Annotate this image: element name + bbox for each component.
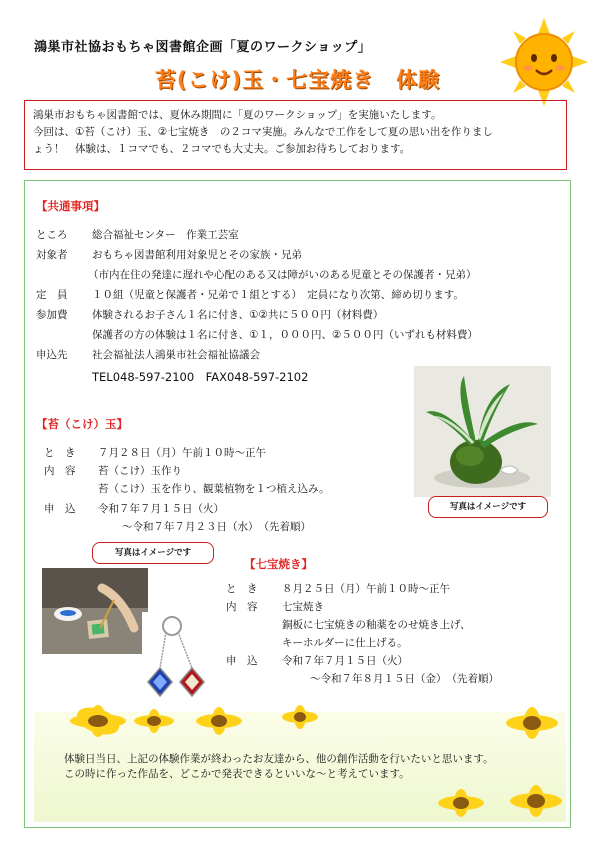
footer-message: [64, 752, 568, 782]
row-value: 令和７年７月１５日（火）: [282, 655, 408, 667]
sunflower-icon: [68, 704, 128, 738]
row-label: 内 容: [44, 465, 76, 477]
sunflower-icon: [194, 706, 244, 736]
row-value: 社会福祉法人鴻巣市社会福祉協議会: [92, 349, 260, 361]
sunflower-icon: [132, 708, 176, 734]
row-value: （市内在住の発達に遅れや心配のある又は障がいのある児童とその保護者・兄弟）: [88, 269, 477, 281]
row-value: ７月２８日（月）午前１０時～正午: [98, 447, 266, 459]
contact-phone-fax: TEL048-597-2100 FAX048-597-2102: [92, 370, 309, 384]
row-label: 内 容: [226, 601, 258, 613]
sunflower-icon: [504, 706, 560, 740]
shippo-info: [226, 582, 556, 692]
row-value: 保護者の方の体験は１名に付き、①１，０００円、②５００円（いずれも材料費）: [92, 329, 478, 341]
row-label: 定 員: [36, 289, 68, 301]
keyholder-photo: [142, 612, 214, 712]
page-title: 苔(こけ)玉・七宝焼き 体験: [154, 68, 441, 92]
photo-caption-kokedama: 写真はイメージです: [428, 496, 548, 518]
intro-line: 今回は、①苔（こけ）玉、②七宝焼き の２コマ実施。みんなで工作をして夏の思い出を作りまし: [33, 126, 493, 138]
organizer-title: 鴻巣市社協おもちゃ図書館企画「夏のワークショップ」: [34, 40, 372, 55]
row-value: ８月２５日（月）午前１０時～正午: [282, 583, 450, 595]
row-label: 申 込: [44, 503, 76, 515]
row-label: 対象者: [36, 249, 68, 261]
row-value: ～令和７年７月２３日（水） （先着順）: [122, 521, 311, 533]
sunflower-icon: [280, 704, 320, 730]
kokedama-photo: [414, 366, 551, 497]
row-label: と き: [226, 583, 258, 595]
footer-line: 体験日当日、上記の体験作業が終わったお友達から、他の創作活動を行いたいと思います。: [64, 753, 494, 765]
row-label: 申 込: [226, 655, 258, 667]
sunflower-icon: [436, 788, 486, 818]
row-value: 令和７年７月１５日（火）: [98, 503, 224, 515]
sunflower-icon: [508, 784, 564, 818]
sun-illustration: [498, 16, 590, 108]
photo-caption-shippo: 写真はイメージです: [92, 542, 214, 564]
common-heading: 【共通事項】: [36, 199, 105, 213]
row-value: 総合福祉センター 作業工芸室: [92, 229, 239, 241]
koke-info: [44, 446, 404, 546]
footer-line: この時に作った作品を、どこかで発表できるといいな～と考えています。: [64, 768, 410, 780]
row-value: 銅板に七宝焼きの釉薬をのせ焼き上げ、: [282, 619, 471, 631]
koke-heading: 【苔（こけ）玉】: [36, 417, 128, 431]
row-value: 体験されるお子さん１名に付き、①②共に５００円（材料費）: [92, 309, 384, 321]
intro-line: ょう！ 体験は、１コマでも、２コマでも大丈夫。ご参加お待ちしております。: [33, 143, 411, 155]
footer-band: [34, 712, 566, 822]
row-label: と き: [44, 447, 76, 459]
row-value: おもちゃ図書館利用対象児とその家族・兄弟: [92, 249, 302, 261]
row-value: 苔（こけ）玉を作り、観葉植物を１つ植え込み。: [98, 483, 330, 495]
intro-box: [24, 100, 567, 170]
row-value: ～令和７年８月１５日（金） （先着順）: [310, 673, 499, 685]
row-value: １０組（児童と保護者・兄弟で１組とする） 定員になり次第、締め切ります。: [92, 289, 464, 301]
common-info: [36, 228, 536, 388]
row-value: キーホルダーに仕上げる。: [282, 637, 408, 649]
row-value: 七宝焼き: [282, 601, 324, 613]
intro-line: 鴻巣市おもちゃ図書館では、夏休み期間に「夏のワークショップ」を実施いたします。: [33, 109, 442, 121]
row-label: 申込先: [36, 349, 68, 361]
shippo-heading: 【七宝焼き】: [244, 557, 313, 571]
row-label: ところ: [36, 229, 68, 241]
row-value: 苔（こけ）玉作り: [98, 465, 182, 477]
row-label: 参加費: [36, 309, 68, 321]
shippo-craft-photo: [42, 568, 148, 654]
